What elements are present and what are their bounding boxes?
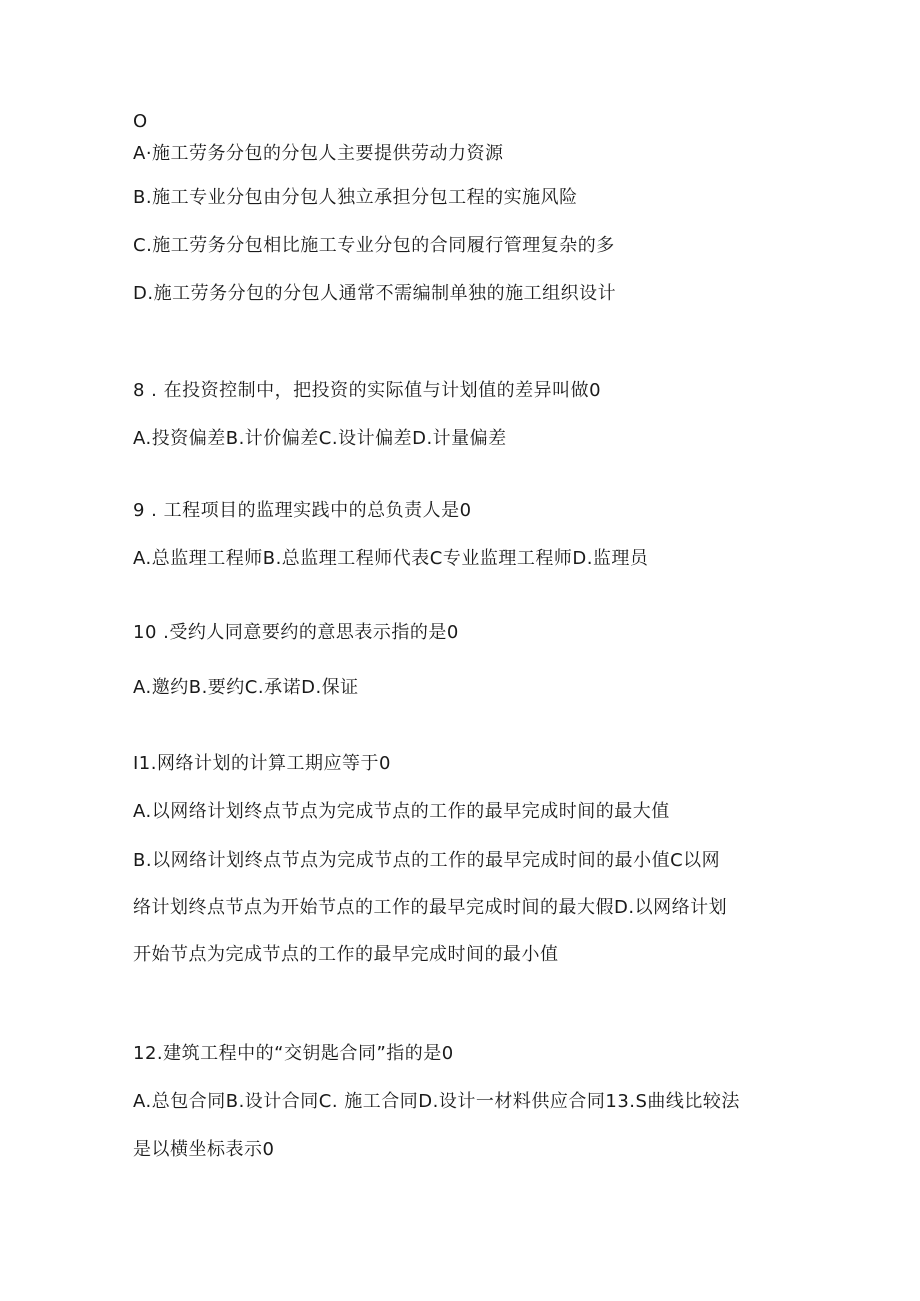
question-8-options: A.投资偏差B.计价偏差C.设计偏差D.计量偏差 bbox=[133, 428, 507, 449]
question-8-stem: 8 . 在投资控制中，把投资的实际值与计划值的差异叫做0 bbox=[133, 380, 602, 401]
question-7-tail: O bbox=[133, 111, 148, 132]
question-12-stem: 12.建筑工程中的“交钥匙合同”指的是0 bbox=[133, 1043, 454, 1064]
question-11-option-a: A.以网络计划终点节点为完成节点的工作的最早完成时间的最大值 bbox=[133, 801, 670, 822]
question-10-stem: 10 .受约人同意要约的意思表示指的是0 bbox=[133, 622, 459, 643]
question-11-option-b-line-2: 络计划终点节点为开始节点的工作的最早完成时间的最大假D.以网络计划 bbox=[133, 897, 728, 918]
question-10-options: A.邀约B.要约C.承诺D.保证 bbox=[133, 677, 359, 698]
question-7-option-b: B.施工专业分包由分包人独立承担分包工程的实施风险 bbox=[133, 187, 578, 208]
question-7-option-d: D.施工劳务分包的分包人通常不需编制单独的施工组织设计 bbox=[133, 283, 617, 304]
question-7-option-a: A·施工劳务分包的分包人主要提供劳动力资源 bbox=[133, 143, 504, 164]
question-9-stem: 9 . 工程项目的监理实践中的总负责人是0 bbox=[133, 500, 472, 521]
question-9-options: A.总监理工程师B.总监理工程师代表C专业监理工程师D.监理员 bbox=[133, 548, 649, 569]
question-7-option-c: C.施工劳务分包相比施工专业分包的合同履行管理复杂的多 bbox=[133, 235, 615, 256]
question-11-stem: I1.网络计划的计算工期应等于0 bbox=[133, 753, 391, 774]
question-13-stem: 是以横坐标表示0 bbox=[133, 1139, 275, 1160]
question-11-option-b-line-1: B.以网络计划终点节点为完成节点的工作的最早完成时间的最小值C以网 bbox=[133, 850, 721, 871]
question-11-option-b-line-3: 开始节点为完成节点的工作的最早完成时间的最小值 bbox=[133, 944, 559, 965]
question-12-options: A.总包合同B.设计合同C. 施工合同D.设计一材料供应合同13.S曲线比较法 bbox=[133, 1091, 740, 1112]
